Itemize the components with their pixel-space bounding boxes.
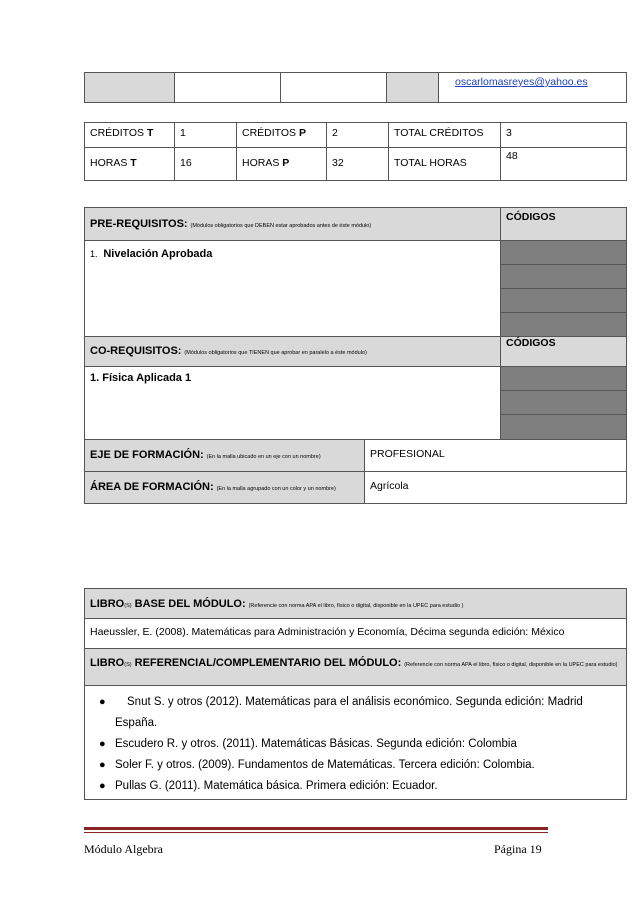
coreq-code-cell — [501, 367, 627, 391]
total-credits-value: 3 — [501, 123, 627, 148]
prereq-code-cell — [501, 265, 627, 289]
footer-module: Módulo Algebra — [84, 842, 163, 856]
book-ref-header: LIBRO(S) REFERENCIAL/COMPLEMENTARIO DEL MÓDULO: (Referencie con norma APA el libro, físico o digital, disponible en la UPEC para estudio) — [85, 649, 627, 686]
book-ref-list — [85, 692, 621, 797]
contact-cell — [281, 73, 387, 103]
bullet-icon: ● — [99, 696, 106, 708]
book-ref-entries — [85, 686, 627, 800]
credits-p-value: 2 — [327, 123, 389, 148]
hours-p-label: HORAS P — [237, 148, 327, 181]
credits-row — [85, 123, 627, 148]
axis-label: EJE DE FORMACIÓN: (En la malla ubicado en un eje con un nombre) — [85, 440, 365, 472]
book-ref-header-row — [85, 649, 627, 686]
coreq-item-row — [85, 367, 627, 391]
axis-row — [85, 440, 627, 472]
coreq-codes-header: CÓDIGOS — [501, 337, 627, 367]
contact-cell — [85, 73, 175, 103]
hours-t-value: 16 — [175, 148, 237, 181]
total-credits-label: TOTAL CRÉDITOS — [389, 123, 501, 148]
axis-value: PROFESIONAL — [365, 440, 627, 472]
book-ref-entries-row — [85, 686, 627, 800]
book-base-header: LIBRO(S) BASE DEL MÓDULO: (Referencie con norma APA el libro, físico o digital, disponible en la UPEC para estudio ) — [85, 589, 627, 619]
contact-cell — [387, 73, 439, 103]
footer-rule — [84, 832, 548, 833]
books-table — [84, 588, 627, 800]
coreq-code-cell — [501, 415, 627, 440]
total-hours-label: TOTAL HORAS — [389, 148, 501, 181]
contact-table — [84, 72, 627, 103]
prereq-code-cell — [501, 241, 627, 265]
coreq-header: CO-REQUISITOS: (Módulos obligatorios que TIENEN que aprobar en paralelo a éste módulo) — [85, 337, 501, 367]
requisites-table — [84, 207, 627, 504]
prereq-header: PRE-REQUISITOS: (Módulos obligatorios que DEBEN estar aprobados antes de éste módulo) — [85, 208, 501, 241]
book-ref-entry: ● Pullas G. (2011). Matemática básica. Primera edición: Ecuador. — [85, 776, 621, 797]
book-base-entry: Haeussler, E. (2008). Matemáticas para Administración y Economía, Décima segunda edición: México — [85, 619, 627, 649]
credits-t-label: CRÉDITOS T — [85, 123, 175, 148]
credits-t-value: 1 — [175, 123, 237, 148]
area-label: ÁREA DE FORMACIÓN: (En la malla agrupado con un color y un nombre) — [85, 472, 365, 504]
book-ref-entry: ● Soler F. y otros. (2009). Fundamentos de Matemáticas. Tercera edición: Colombia. — [85, 755, 621, 776]
email-cell — [439, 73, 627, 103]
footer-rule — [84, 827, 548, 830]
total-hours-value: 48 — [501, 148, 627, 181]
hours-p-value: 32 — [327, 148, 389, 181]
prereq-codes-header: CÓDIGOS — [501, 208, 627, 241]
bullet-icon: ● — [99, 780, 106, 792]
footer-page-number: Página 19 — [494, 842, 542, 856]
prereq-code-cell — [501, 313, 627, 337]
book-base-entry-row — [85, 619, 627, 649]
prereq-header-row — [85, 208, 627, 241]
area-value: Agrícola — [365, 472, 627, 504]
book-ref-entry: ● Snut S. y otros (2012). Matemáticas para el análisis económico. Segunda edición: Madrid España. — [85, 692, 621, 734]
coreq-item: 1. Física Aplicada 1 — [85, 367, 501, 440]
email-link[interactable]: oscarlomasreyes@yahoo.es — [455, 76, 588, 88]
prereq-item: 1. Nivelación Aprobada — [85, 241, 501, 337]
contact-cell — [175, 73, 281, 103]
hours-t-label: HORAS T — [85, 148, 175, 181]
bullet-icon: ● — [99, 738, 106, 750]
credits-p-label: CRÉDITOS P — [237, 123, 327, 148]
prereq-item-row — [85, 241, 627, 265]
book-base-header-row — [85, 589, 627, 619]
area-row — [85, 472, 627, 504]
coreq-header-row — [85, 337, 627, 367]
book-ref-entry: ● Escudero R. y otros. (2011). Matemáticas Básicas. Segunda edición: Colombia — [85, 734, 621, 755]
hours-row — [85, 148, 627, 181]
credits-table — [84, 122, 627, 181]
coreq-code-cell — [501, 391, 627, 415]
prereq-code-cell — [501, 289, 627, 313]
bullet-icon: ● — [99, 759, 106, 771]
